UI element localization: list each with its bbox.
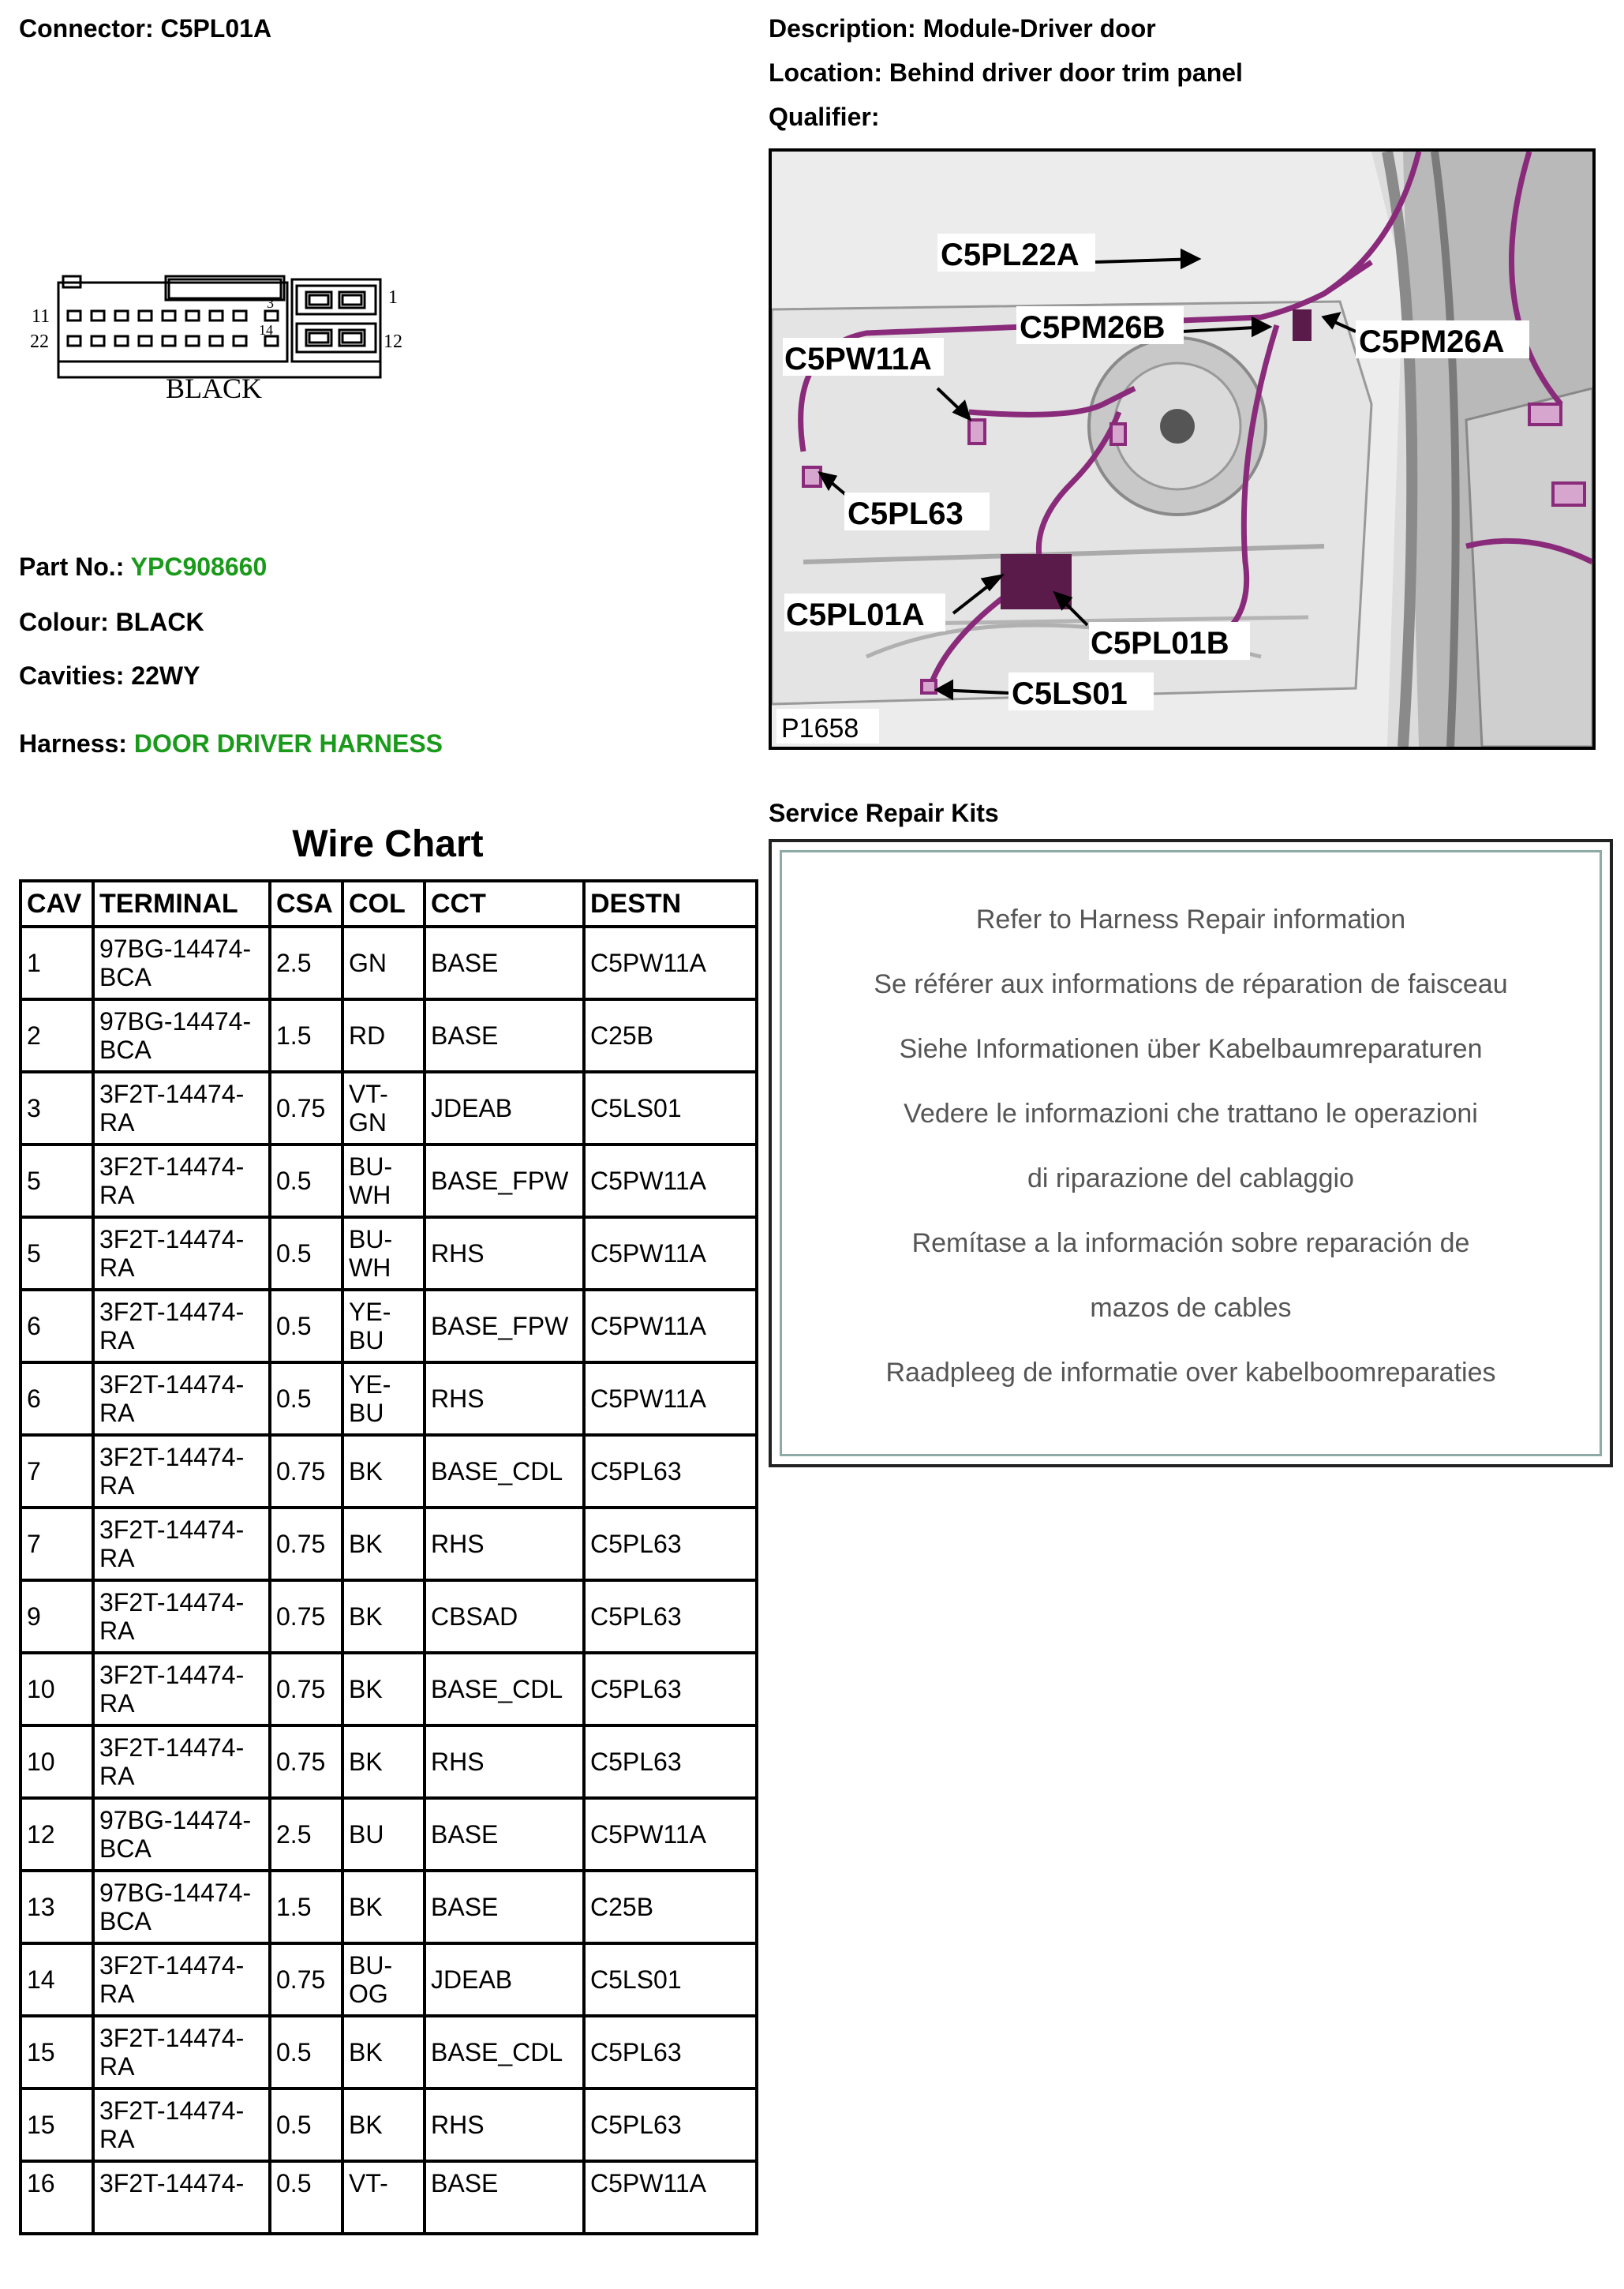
wire-chart-row (21, 1580, 757, 1653)
part-no-label: Part No.: (19, 553, 125, 581)
repair-info-line: Raadpleeg de informatie over kabelboomreparaties (885, 1358, 1496, 1388)
cell-terminal: 97BG-14474-BCA (93, 1871, 270, 1943)
cell-col: BK (342, 2089, 425, 2161)
cell-cav: 6 (21, 1290, 93, 1362)
cell-col: GN (342, 927, 425, 999)
cell-destn: C5PW11A (584, 1144, 757, 1217)
wire-chart-row (21, 1072, 757, 1144)
cell-destn: C5PL63 (584, 1580, 757, 1653)
cell-destn: C5PL63 (584, 1653, 757, 1725)
cell-csa: 0.75 (270, 1580, 342, 1653)
callout-c5pl01a: C5PL01A (786, 598, 925, 632)
wire-chart-row (21, 1290, 757, 1362)
cell-destn: C5PW11A (584, 2161, 757, 2234)
callout-c5pw11a: C5PW11A (784, 342, 932, 377)
wire-chart-row (21, 1435, 757, 1508)
cell-terminal: 3F2T-14474-RA (93, 1508, 270, 1580)
colour-line (19, 608, 204, 637)
cell-csa: 0.75 (270, 1943, 342, 2016)
cell-terminal: 97BG-14474-BCA (93, 999, 270, 1072)
cell-col: VT- (342, 2161, 425, 2234)
cell-terminal: 3F2T-14474-RA (93, 2089, 270, 2161)
pin-label-14: 14 (259, 322, 273, 338)
door-illustration (772, 152, 1592, 747)
cell-col: BK (342, 1725, 425, 1798)
repair-info-line: mazos de cables (1090, 1293, 1292, 1323)
cell-cav: 7 (21, 1435, 93, 1508)
repair-info-line: di riparazione del cablaggio (1027, 1163, 1354, 1193)
cell-destn: C5PL63 (584, 1435, 757, 1508)
col-header-csa: CSA (270, 881, 342, 927)
cell-cct: JDEAB (425, 1072, 584, 1144)
cell-cav: 13 (21, 1871, 93, 1943)
connector-label: Connector: (19, 14, 154, 43)
cell-cav: 16 (21, 2161, 93, 2234)
cell-terminal: 3F2T-14474-RA (93, 1072, 270, 1144)
cell-cav: 12 (21, 1798, 93, 1871)
cell-cct: RHS (425, 1508, 584, 1580)
cell-destn: C5PW11A (584, 1217, 757, 1290)
col-header-cct: CCT (425, 881, 584, 927)
cell-destn: C25B (584, 999, 757, 1072)
service-repair-kits-box (769, 839, 1613, 1467)
cell-cav: 10 (21, 1653, 93, 1725)
wire-chart-row (21, 2161, 757, 2234)
description-label: Description: (769, 14, 916, 43)
cell-col: RD (342, 999, 425, 1072)
cell-cav: 9 (21, 1580, 93, 1653)
cell-col: BU (342, 1798, 425, 1871)
cell-col: VT-GN (342, 1072, 425, 1144)
wire-chart-header-row (21, 881, 757, 927)
cell-cct: BASE (425, 1871, 584, 1943)
wire-chart-title: Wire Chart (292, 823, 484, 865)
cell-cct: BASE_FPW (425, 1290, 584, 1362)
qualifier-label: Qualifier: (769, 103, 880, 131)
callout-c5pl22a: C5PL22A (941, 238, 1080, 272)
cell-col: BU-OG (342, 1943, 425, 2016)
cell-cav: 3 (21, 1072, 93, 1144)
cell-csa: 0.75 (270, 1072, 342, 1144)
cell-terminal: 97BG-14474-BCA (93, 927, 270, 999)
wire-chart-row (21, 2016, 757, 2089)
connector-location-photo (769, 148, 1596, 750)
cell-col: BU-WH (342, 1217, 425, 1290)
cell-destn: C5PL63 (584, 1725, 757, 1798)
cell-csa: 0.5 (270, 1217, 342, 1290)
harness-value[interactable]: DOOR DRIVER HARNESS (133, 729, 443, 758)
cell-destn: C25B (584, 1871, 757, 1943)
cell-cav: 5 (21, 1144, 93, 1217)
callout-c5pl63: C5PL63 (848, 496, 964, 531)
wire-chart-row (21, 1725, 757, 1798)
cell-cct: BASE (425, 2161, 584, 2234)
cell-cct: BASE (425, 999, 584, 1072)
location-line (769, 58, 1243, 88)
cell-cct: BASE_FPW (425, 1144, 584, 1217)
cell-col: BK (342, 1653, 425, 1725)
wire-chart-row (21, 2089, 757, 2161)
wire-chart-row (21, 1508, 757, 1580)
cell-cav: 6 (21, 1362, 93, 1435)
repair-info-line: Remítase a la información sobre reparación de (911, 1228, 1470, 1258)
wire-chart-row (21, 1217, 757, 1290)
repair-info-line: Refer to Harness Repair information (975, 905, 1406, 935)
cell-destn: C5PW11A (584, 1798, 757, 1871)
cell-cct: BASE (425, 1798, 584, 1871)
cell-cct: BASE_CDL (425, 1653, 584, 1725)
cell-csa: 2.5 (270, 927, 342, 999)
photo-reference: P1658 (781, 714, 859, 744)
colour-value: BLACK (115, 608, 204, 636)
cell-csa: 0.5 (270, 2016, 342, 2089)
cell-csa: 0.5 (270, 1290, 342, 1362)
cell-terminal: 3F2T-14474-RA (93, 1653, 270, 1725)
callout-c5ls01: C5LS01 (1012, 676, 1128, 711)
cell-csa: 2.5 (270, 1798, 342, 1871)
cell-csa: 0.5 (270, 1144, 342, 1217)
cell-cct: RHS (425, 1362, 584, 1435)
cell-csa: 0.75 (270, 1653, 342, 1725)
wire-chart-table (19, 879, 758, 2235)
cell-cct: RHS (425, 2089, 584, 2161)
colour-label: Colour: (19, 608, 109, 636)
cell-cct: CBSAD (425, 1580, 584, 1653)
cell-csa: 0.75 (270, 1435, 342, 1508)
cell-terminal: 3F2T-14474-RA (93, 1217, 270, 1290)
description-line (769, 14, 1156, 43)
cell-terminal: 3F2T-14474-RA (93, 1144, 270, 1217)
cell-col: YE-BU (342, 1362, 425, 1435)
connector-line (19, 14, 271, 43)
pin-label-1: 1 (388, 287, 398, 308)
cell-cav: 10 (21, 1725, 93, 1798)
cell-csa: 1.5 (270, 999, 342, 1072)
cell-col: BK (342, 1435, 425, 1508)
cell-terminal: 3F2T-14474-RA (93, 1725, 270, 1798)
col-header-terminal: TERMINAL (93, 881, 270, 927)
description-value: Module-Driver door (922, 14, 1156, 43)
cavities-value: 22WY (131, 661, 200, 690)
wire-chart-row (21, 1362, 757, 1435)
wire-chart-row (21, 1943, 757, 2016)
cell-cct: RHS (425, 1725, 584, 1798)
wire-chart-row (21, 1653, 757, 1725)
wire-chart-row (21, 1798, 757, 1871)
wire-chart-row (21, 927, 757, 999)
cell-destn: C5PL63 (584, 2089, 757, 2161)
harness-label: Harness: (19, 729, 127, 758)
cell-csa: 0.5 (270, 2161, 342, 2234)
cell-col: YE-BU (342, 1290, 425, 1362)
part-no-value[interactable]: YPC908660 (130, 553, 268, 581)
service-repair-kits-inner (780, 850, 1602, 1456)
connector-face-diagram (24, 267, 418, 409)
cell-cav: 1 (21, 927, 93, 999)
cell-col: BU-WH (342, 1144, 425, 1217)
cell-csa: 1.5 (270, 1871, 342, 1943)
cell-csa: 0.5 (270, 1362, 342, 1435)
callout-c5pl01b: C5PL01B (1091, 626, 1229, 661)
cell-csa: 0.75 (270, 1508, 342, 1580)
cell-destn: C5PL63 (584, 2016, 757, 2089)
repair-info-line: Vedere le informazioni che trattano le operazioni (904, 1099, 1478, 1129)
cell-cav: 14 (21, 1943, 93, 2016)
col-header-destn: DESTN (584, 881, 757, 927)
pin-label-22: 22 (30, 332, 49, 352)
qualifier-line (769, 103, 879, 132)
cell-csa: 0.5 (270, 2089, 342, 2161)
cell-cct: BASE (425, 927, 584, 999)
col-header-col: COL (342, 881, 425, 927)
wire-chart-body (21, 927, 757, 2234)
cell-col: BK (342, 1508, 425, 1580)
cavities-line (19, 661, 200, 691)
cell-terminal: 3F2T-14474-RA (93, 2016, 270, 2089)
connector-color-label: BLACK (166, 373, 263, 404)
cell-cct: RHS (425, 1217, 584, 1290)
harness-line (19, 729, 443, 759)
cell-terminal: 97BG-14474-BCA (93, 1798, 270, 1871)
cell-terminal: 3F2T-14474-RA (93, 1290, 270, 1362)
part-no-line (19, 553, 267, 582)
callout-c5pm26a: C5PM26A (1359, 324, 1505, 359)
connector-value: C5PL01A (160, 14, 272, 43)
location-label: Location: (769, 58, 882, 87)
cell-destn: C5PW11A (584, 1362, 757, 1435)
cell-terminal: 3F2T-14474-RA (93, 1580, 270, 1653)
pin-label-3: 3 (267, 295, 274, 311)
wire-chart-row (21, 999, 757, 1072)
cell-cct: JDEAB (425, 1943, 584, 2016)
cell-destn: C5PL63 (584, 1508, 757, 1580)
cell-terminal: 3F2T-14474-RA (93, 1362, 270, 1435)
cell-cav: 5 (21, 1217, 93, 1290)
repair-info-line: Se référer aux informations de réparation de faisceau (874, 969, 1508, 999)
cell-cav: 15 (21, 2016, 93, 2089)
pin-label-12: 12 (384, 332, 402, 352)
cell-terminal: 3F2T-14474-RA (93, 1435, 270, 1508)
cavities-label: Cavities: (19, 661, 125, 690)
cell-col: BK (342, 1580, 425, 1653)
cell-col: BK (342, 1871, 425, 1943)
cell-cav: 15 (21, 2089, 93, 2161)
wire-chart-row (21, 1871, 757, 1943)
callout-c5pm26b: C5PM26B (1020, 310, 1166, 345)
cell-cct: BASE_CDL (425, 1435, 584, 1508)
col-header-cav: CAV (21, 881, 93, 927)
cell-cct: BASE_CDL (425, 2016, 584, 2089)
pin-label-11: 11 (32, 306, 51, 327)
cell-destn: C5PW11A (584, 1290, 757, 1362)
cell-cav: 2 (21, 999, 93, 1072)
cell-terminal: 3F2T-14474- (93, 2161, 270, 2234)
cell-col: BK (342, 2016, 425, 2089)
cell-destn: C5LS01 (584, 1943, 757, 2016)
cell-csa: 0.75 (270, 1725, 342, 1798)
location-value: Behind driver door trim panel (889, 58, 1243, 87)
wire-chart-row (21, 1144, 757, 1217)
repair-info-line: Siehe Informationen über Kabelbaumreparaturen (899, 1034, 1483, 1064)
service-repair-kits-title: Service Repair Kits (769, 799, 999, 827)
cell-terminal: 3F2T-14474-RA (93, 1943, 270, 2016)
cell-cav: 7 (21, 1508, 93, 1580)
cell-destn: C5LS01 (584, 1072, 757, 1144)
cell-destn: C5PW11A (584, 927, 757, 999)
